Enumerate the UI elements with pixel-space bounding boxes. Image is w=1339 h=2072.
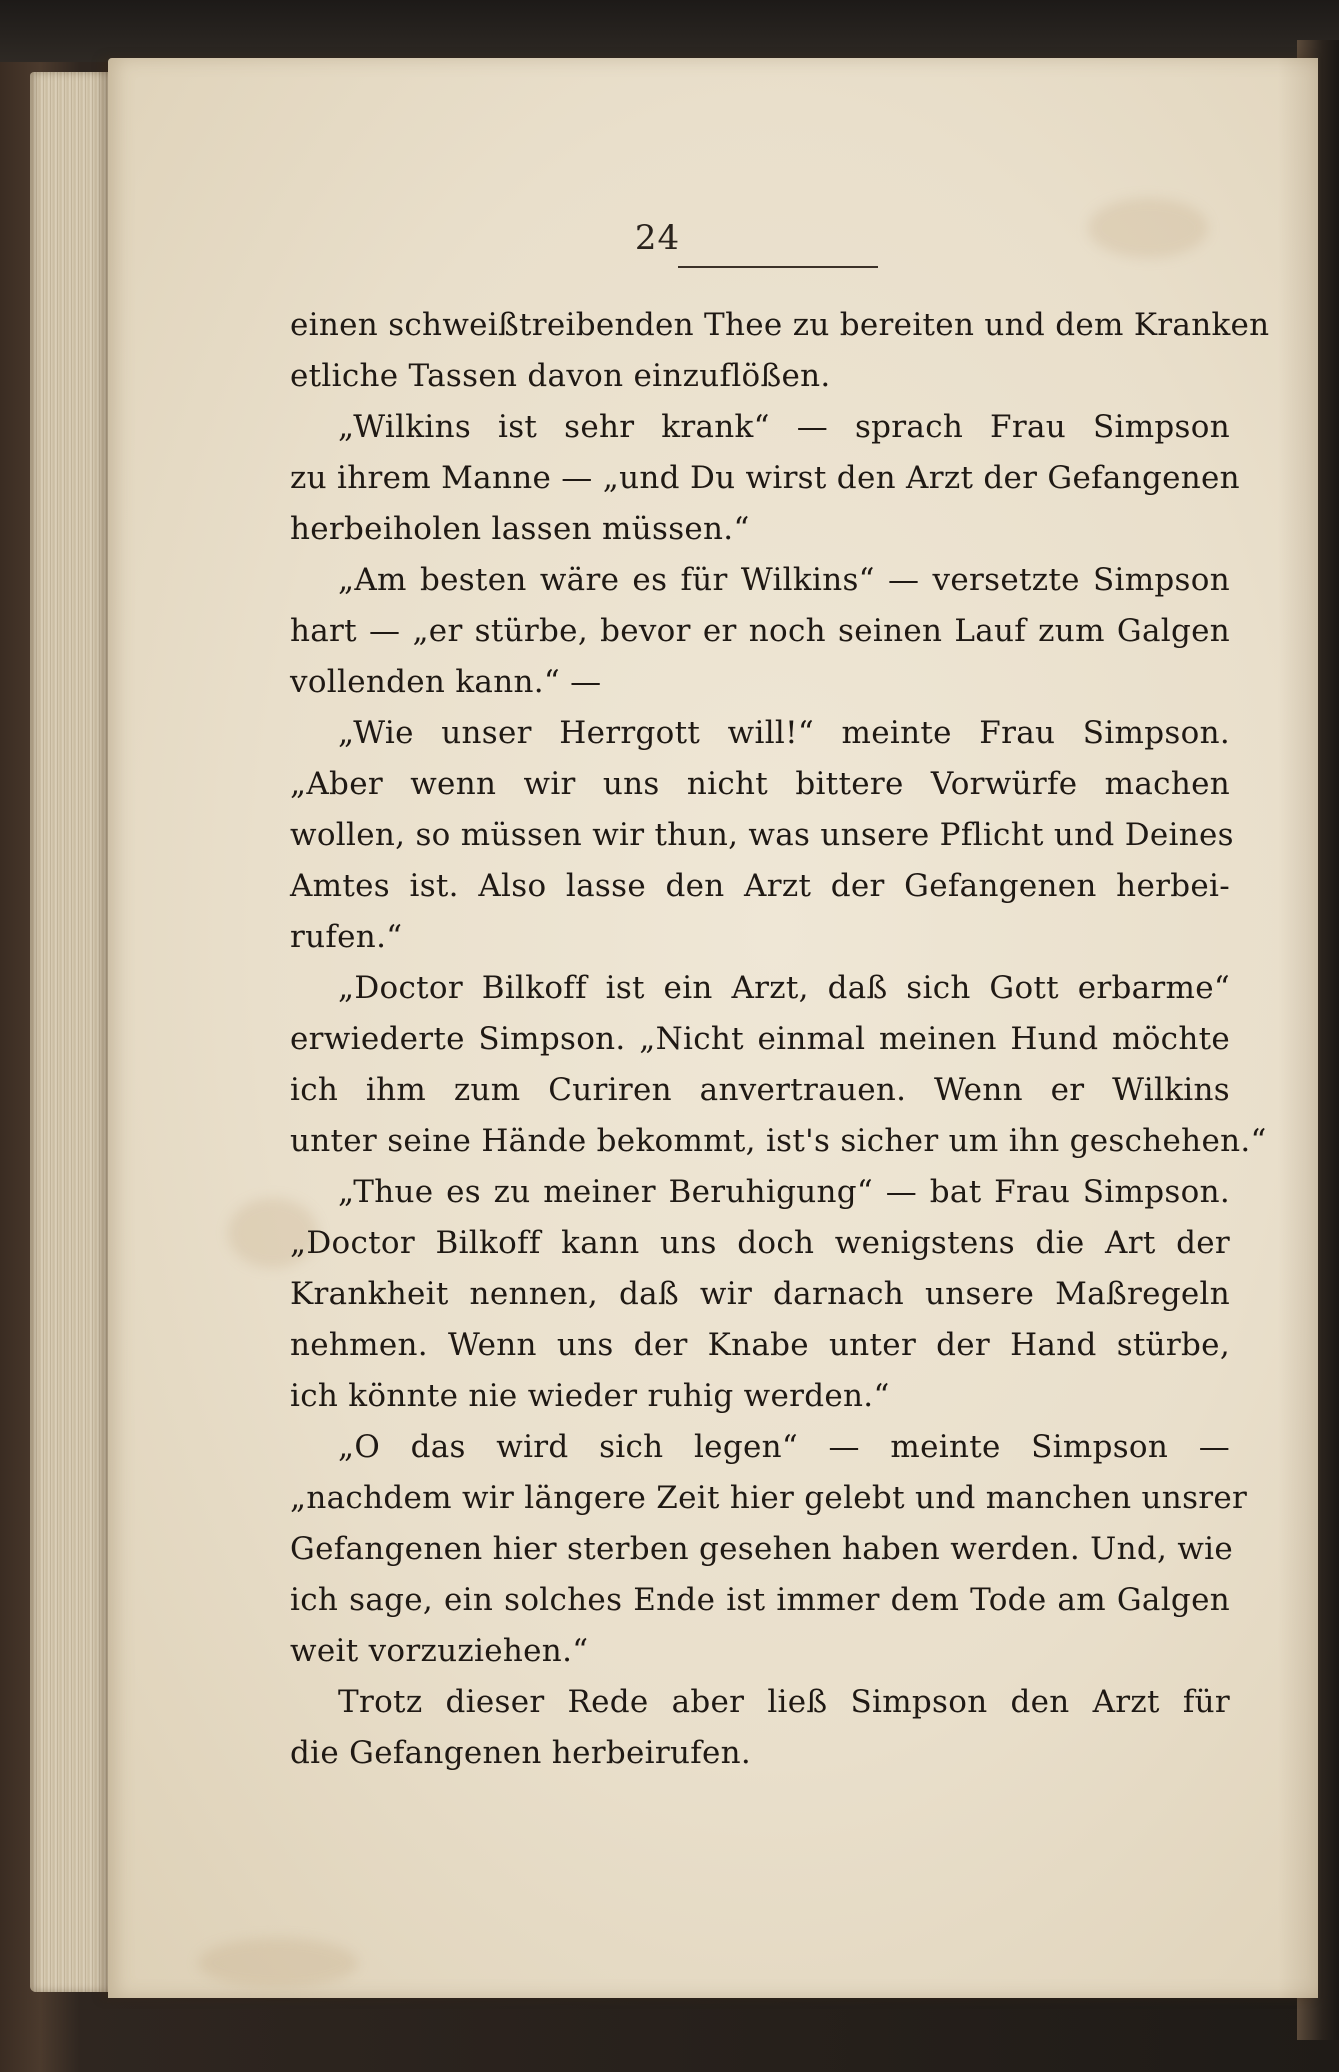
page-number <box>0 218 1339 258</box>
text-line: „O das wird sich legen“ — meinte Simpson — <box>338 1429 1230 1465</box>
text-line: ich könnte nie wieder ruhig werden.“ <box>290 1378 890 1414</box>
text-line: weit vorzuziehen.“ <box>290 1633 589 1669</box>
page-number-text: 24 <box>634 218 681 258</box>
text-line: Amtes ist. Also lasse den Arzt der Gefangenen herbei- <box>290 868 1230 904</box>
text-line: vollenden kann.“ — <box>290 664 602 700</box>
text-line: nehmen. Wenn uns der Knabe unter der Hand stürbe, <box>290 1327 1230 1363</box>
text-line: einen schweißtreibenden Thee zu bereiten und dem Kranken <box>290 307 1270 343</box>
text-line: herbeiholen lassen müssen.“ <box>290 511 750 547</box>
text-line: erwiederte Simpson. „Nicht einmal meinen Hund möchte <box>290 1021 1230 1057</box>
text-line: unter seine Hände bekommt, ist's sicher um ihn geschehen.“ <box>290 1123 1267 1159</box>
text-line: ich sage, ein solches Ende ist immer dem Tode am Galgen <box>290 1582 1230 1618</box>
text-line: „Am besten wäre es für Wilkins“ — versetzte Simpson <box>338 562 1230 598</box>
text-line: wollen, so müssen wir thun, was unsere Pflicht und Deines <box>290 817 1234 853</box>
text-line: „Thue es zu meiner Beruhigung“ — bat Frau Simpson. <box>338 1174 1230 1210</box>
text-line: „Doctor Bilkoff ist ein Arzt, daß sich Gott erbarme“ <box>338 970 1230 1006</box>
text-line: „Wie unser Herrgott will!“ meinte Frau Simpson. <box>338 715 1230 751</box>
text-line: „nachdem wir längere Zeit hier gelebt und manchen unsrer <box>290 1480 1248 1516</box>
page-shading <box>1278 58 1318 1998</box>
text-line: Gefangenen hier sterben gesehen haben werden. Und, wie <box>290 1531 1234 1567</box>
text-line: Krankheit nennen, daß wir darnach unsere Maßregeln <box>290 1276 1230 1312</box>
text-line: „Wilkins ist sehr krank“ — sprach Frau Simpson <box>338 409 1230 445</box>
text-line: etliche Tassen davon einzuflößen. <box>290 358 831 394</box>
text-line: zu ihrem Manne — „und Du wirst den Arzt der Gefangenen <box>290 460 1240 496</box>
text-line: rufen.“ <box>290 919 403 955</box>
header-rule <box>678 266 878 268</box>
page-stain <box>198 1938 358 1988</box>
book-cover-top-edge <box>0 0 1339 62</box>
text-line: „Aber wenn wir uns nicht bittere Vorwürfe machen <box>290 766 1230 802</box>
text-line: Trotz dieser Rede aber ließ Simpson den Arzt für <box>338 1684 1230 1720</box>
text-line: hart — „er stürbe, bevor er noch seinen Lauf zum Galgen <box>290 613 1230 649</box>
text-line: die Gefangenen herbeirufen. <box>290 1735 752 1771</box>
body-text <box>290 300 1270 1779</box>
text-line: „Doctor Bilkoff kann uns doch wenigstens die Art der <box>290 1225 1230 1261</box>
text-line: ich ihm zum Curiren anvertrauen. Wenn er Wilkins <box>290 1072 1230 1108</box>
